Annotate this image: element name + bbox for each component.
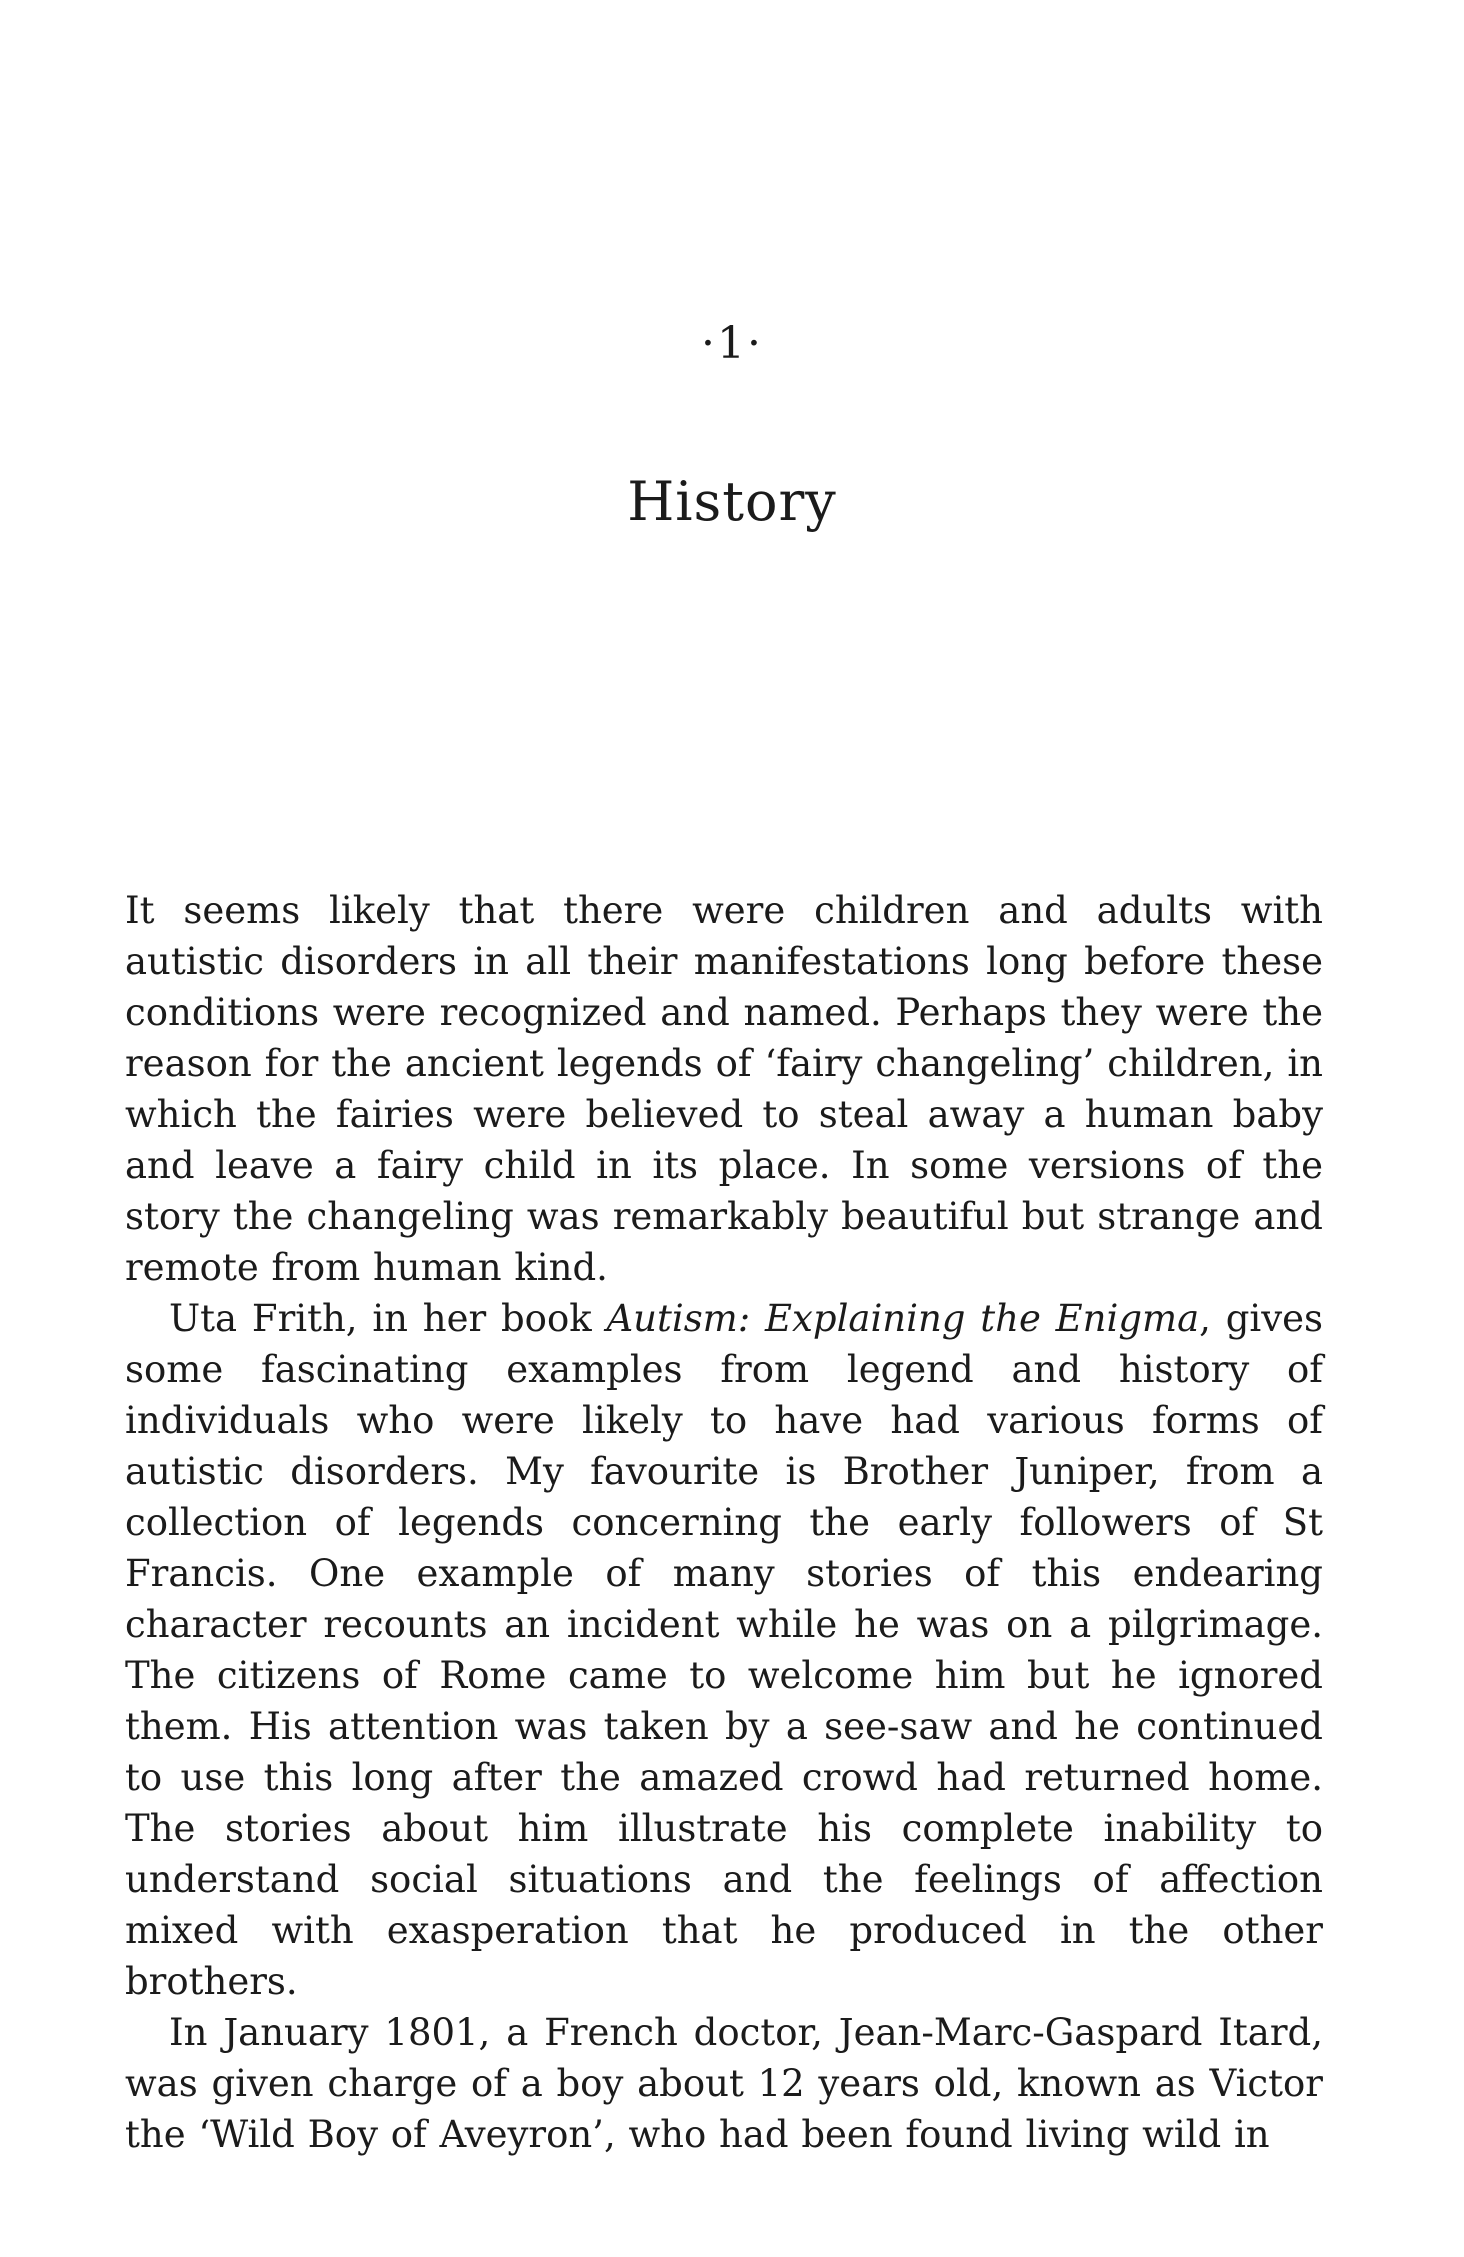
chapter-title: History [627,470,837,533]
paragraph-3: In January 1801, a French doctor, Jean-Marc-Gaspard Itard, was given charge of a boy about 12 years old, known as Victor the ‘Wild Boy of Aveyron’, who had been found living wild in [125,2011,1323,2156]
book-title: Autism: Explaining the Enigma [606,1297,1200,1340]
chapter-body [125,885,1323,2160]
paragraph-2 [125,1293,1323,2007]
paragraph-1: It seems likely that there were children and adults with autistic disorders in all their manifestations long before these conditions were recognized and named. Perhaps they were the reason for the ancient legends of ‘fairy changeling’ children, in which the fairies were believed to steal away a human baby and leave a fairy child in its place. In some versions of the story the changeling was remarkably beautiful but strange and remote from human kind. [125,889,1323,1289]
paragraph-2-text-after: , gives some fascinating examples from legend and history of individuals who were likely to have had various forms of autistic disorders. My favourite is Brother Juniper, from a collection of legends concerning the early followers of St Francis. One example of many stories of this endearing character recounts an incident while he was on a pilgrimage. The citizens of Rome came to welcome him but he ignored them. His attention was taken by a see-saw and he continued to use this long after the amazed crowd had returned home. The stories about him illustrate his complete inability to understand social situations and the feelings of affection mixed with exasperation that he produced in the other brothers. [125,1297,1324,2003]
paragraph-2-text-before: Uta Frith, in her book [169,1297,607,1340]
chapter-number: ·1· [701,318,763,369]
